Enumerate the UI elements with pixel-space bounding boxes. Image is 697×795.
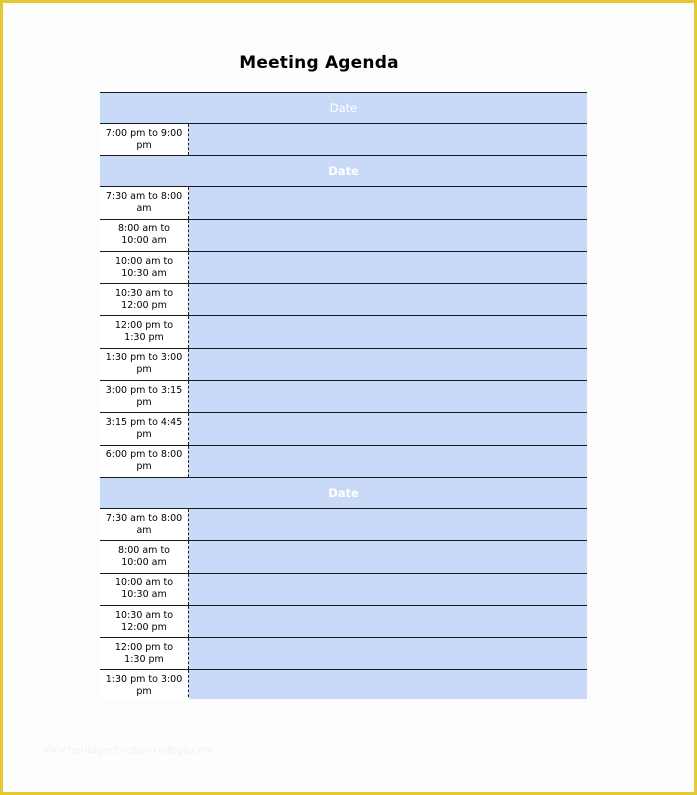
time-slot-label: 6:00 pm to 8:00 pm: [100, 446, 189, 477]
agenda-day: [100, 155, 587, 477]
time-slot-label: 10:30 am to 12:00 pm: [100, 606, 189, 637]
agenda-table: [100, 92, 587, 699]
time-slot-label: 10:00 am to 10:30 am: [100, 252, 189, 283]
agenda-row: [100, 508, 587, 540]
watermark-text: www.heritagechristiancollege.com: [41, 745, 214, 756]
agenda-item-cell[interactable]: [189, 574, 587, 605]
agenda-row: [100, 445, 587, 477]
time-slot-label: 7:00 pm to 9:00 pm: [100, 124, 189, 155]
agenda-item-cell[interactable]: [189, 606, 587, 637]
agenda-row: [100, 540, 587, 572]
agenda-item-cell[interactable]: [189, 187, 587, 218]
time-slot-label: 8:00 am to 10:00 am: [100, 220, 189, 251]
agenda-item-cell[interactable]: [189, 381, 587, 412]
agenda-item-cell[interactable]: [189, 509, 587, 540]
time-slot-label: 12:00 pm to 1:30 pm: [100, 316, 189, 347]
agenda-row: [100, 219, 587, 251]
agenda-row: [100, 412, 587, 444]
agenda-item-cell[interactable]: [189, 446, 587, 477]
date-header[interactable]: Date: [100, 155, 587, 186]
agenda-item-cell[interactable]: [189, 284, 587, 315]
time-slot-label: 10:00 am to 10:30 am: [100, 574, 189, 605]
agenda-item-cell[interactable]: [189, 670, 587, 699]
agenda-row: [100, 348, 587, 380]
date-header[interactable]: Date: [100, 477, 587, 508]
agenda-page: [3, 3, 694, 792]
time-slot-label: 12:00 pm to 1:30 pm: [100, 638, 189, 669]
time-slot-label: 8:00 am to 10:00 am: [100, 541, 189, 572]
agenda-row: [100, 380, 587, 412]
page-title: Meeting Agenda: [239, 53, 399, 73]
agenda-row: [100, 123, 587, 155]
agenda-row: [100, 573, 587, 605]
time-slot-label: 3:15 pm to 4:45 pm: [100, 413, 189, 444]
agenda-item-cell[interactable]: [189, 638, 587, 669]
agenda-row: [100, 283, 587, 315]
agenda-row: [100, 251, 587, 283]
agenda-item-cell[interactable]: [189, 252, 587, 283]
date-header[interactable]: Date: [100, 92, 587, 123]
time-slot-label: 7:30 am to 8:00 am: [100, 509, 189, 540]
agenda-row: [100, 669, 587, 699]
agenda-item-cell[interactable]: [189, 124, 587, 155]
agenda-item-cell[interactable]: [189, 349, 587, 380]
agenda-item-cell[interactable]: [189, 316, 587, 347]
agenda-item-cell[interactable]: [189, 220, 587, 251]
agenda-row: [100, 186, 587, 218]
time-slot-label: 10:30 am to 12:00 pm: [100, 284, 189, 315]
time-slot-label: 1:30 pm to 3:00 pm: [100, 670, 189, 699]
agenda-item-cell[interactable]: [189, 413, 587, 444]
agenda-day: [100, 477, 587, 699]
agenda-item-cell[interactable]: [189, 541, 587, 572]
agenda-row: [100, 605, 587, 637]
time-slot-label: 1:30 pm to 3:00 pm: [100, 349, 189, 380]
time-slot-label: 7:30 am to 8:00 am: [100, 187, 189, 218]
agenda-day: [100, 92, 587, 155]
agenda-row: [100, 637, 587, 669]
agenda-row: [100, 315, 587, 347]
time-slot-label: 3:00 pm to 3:15 pm: [100, 381, 189, 412]
